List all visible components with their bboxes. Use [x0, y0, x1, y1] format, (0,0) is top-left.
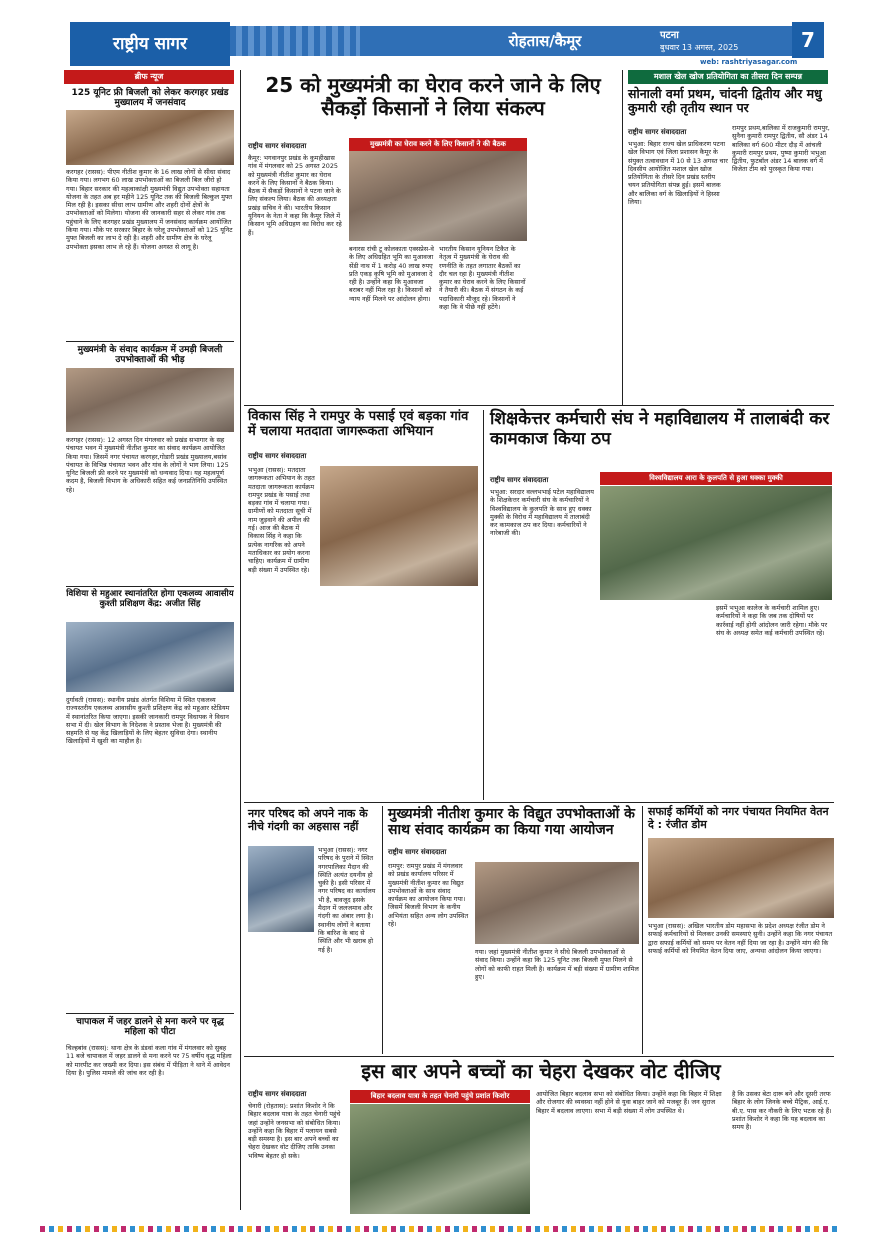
- brief-2-photo: [66, 368, 234, 432]
- voter-headline: विकास सिंह ने रामपुर के पसाई एवं बड़का गांव में चलाया मतदाता जागरूकता अभियान: [248, 409, 469, 439]
- masthead: [0, 0, 877, 66]
- salary-photo: [648, 838, 834, 918]
- union-headline: शिक्षकेत्तर कर्मचारी संघ ने महाविद्यालय में तालाबंदी कर कामकाज किया ठप: [490, 409, 830, 449]
- bottom-byline: राष्ट्रीय सागर संवाददाता: [248, 1090, 307, 1098]
- sport-text-2: रामपुर प्रथम,बालिका में राजकुमारी रामपुर, सुनैना कुमारी रामपुर द्वितीय, सौ अंडर 14 बालिका वर्ग 600 मीटर दौड़ में आंचली कुमारी रामपुर प्रथम, पुष्पा कुमारी भभुआ द्वितीय, फुटबॉल अंडर 14 बालक वर्ग में विजेता टीम को पुरस्कृत किया गया।: [732, 124, 830, 174]
- brief-3-photo: [66, 622, 234, 692]
- nitish-text-2: गया। जहां मुख्यमंत्री नीतीश कुमार ने सीधे बिजली उपभोक्ताओं से संवाद किया। उन्होंने कहा कि 125 यूनिट तक बिजली मुफ्त मिलने से लोगों को काफी राहत मिली है। कार्यक्रम में बड़ी संख्या में ग्रामीण शामिल हुए।: [475, 948, 639, 981]
- divider: [66, 1013, 234, 1014]
- brief-4-headline: चापाकल में जहर डालने से मना करने पर वृद्ध महिला को पीटा: [76, 1017, 224, 1038]
- footer-dots: [40, 1226, 840, 1232]
- drain-headline: नगर परिषद को अपने नाक के नीचे गंदगी का अहसास नहीं: [248, 807, 368, 833]
- lead-photo-caption: मुख्यमंत्री का घेराव करने के लिए किसानों ने की बैठक: [349, 138, 527, 151]
- sport-tag: मशाल खेल खोज प्रतियोगिता का तीसरा दिन सम्पन्न: [628, 70, 828, 84]
- section-divider: [244, 405, 834, 406]
- nitish-photo: [475, 862, 639, 944]
- brief-news-tag: ब्रीफ न्यूज: [64, 70, 234, 84]
- salary-text: भभुआ (रासस): अखिल भारतीय डोम महासभा के प्रदेश अध्यक्ष रंजीत डोम ने सफाई कर्मचारियों से मिलकर उनकी समस्याएं सुनी। उन्होंने कहा कि नगर पंचायत द्वारा सफाई कर्मियों को समय पर वेतन नहीं दिया जा रहा है। उन्होंने मांग की कि सफाई कर्मियों को नियमित वेतन दिया जाए, अन्यथा आंदोलन किया जाएगा।: [648, 922, 833, 955]
- website-link[interactable]: web: rashtriyasagar.com: [700, 58, 798, 66]
- divider: [66, 586, 234, 587]
- sport-headline: सोनाली वर्मा प्रथम, चांदनी द्वितीय और मधु कुमारी रही तृतीय स्थान पर: [628, 86, 822, 116]
- union-byline: राष्ट्रीय सागर संवाददाता: [490, 476, 549, 484]
- lead-byline: राष्ट्रीय सागर संवाददाता: [248, 142, 307, 150]
- column-divider: [382, 806, 383, 1054]
- lead-text-3: भारतीय किसान यूनियन टिकैत के नेतृत्व में मुख्यमंत्री के घेराव की रणनीति के तहत लगातार बैठकों का दौर चल रहा है। मुख्यमंत्री नीतीश कुमार का घेराव करने के लिए किसानों ने तैयारी की। बैठक में संगठन के कई पदाधिकारी मौजूद रहे। किसानों ने कहा कि वे पीछे नहीं हटेंगे।: [439, 245, 526, 312]
- footer-ornament: [0, 1218, 877, 1241]
- lead-text-1: कैमूर: भगवानपुर प्रखंड के कुमहीखास गांव में मंगलवार को 25 अगस्त 2025 को मुख्यमंत्री नीतीश कुमार का घेराव करने के लिए किसानों ने बैठक किया। बैठक में सैकड़ों किसानों ने पटना जाने के लिए संकल्प लिया। बैठक की अध्यक्षता प्रखंड़ सचिव ने की। भारतीय किसान यूनियन के नेता ने कहा कि कैमूर जिले में किसान भूमि अधिग्रहण का विरोध कर रहे हैं।: [248, 154, 342, 237]
- brief-1-photo: [66, 110, 234, 165]
- bottom-text-2: आयोजित बिहार बदलाव सभा को संबोधित किया। उन्होंने कहा कि बिहार में शिक्षा और रोजगार की व्यवस्था नहीं होने से युवा बाहर जाने को मजबूर हैं। जन सुराज बिहार में बदलाव लाएगा। सभा में बड़ी संख्या में लोग उपस्थित थे।: [536, 1090, 722, 1115]
- drain-photo: [248, 846, 314, 932]
- column-divider: [622, 70, 623, 405]
- voter-text: भभुआ (रासस): मतदाता जागरूकता अभियान के तहत मतदाता जागरूकता कार्यक्रम रामपुर प्रखंड के पसाई तथा बड़का गांव में चलाया गया। ग्रामीणों को मतदाता सूची में नाम जुड़वाने की अपील की गई। आज की बैठक में विकास सिंह ने कहा कि प्रत्येक नागरिक को अपने मताधिकार का प्रयोग करना चाहिए। कार्यक्रम में ग्रामीण बड़ी संख्या में उपस्थित रहे।: [248, 466, 315, 574]
- edition-date: बुधवार 13 अगस्त, 2025: [660, 43, 739, 52]
- masthead-pattern: [230, 26, 360, 56]
- column-divider: [240, 70, 241, 1210]
- bottom-photo-caption: बिहार बदलाव यात्रा के तहत चेनारी पहुंचे प्रशांत किशोर: [350, 1090, 530, 1103]
- divider: [66, 341, 234, 342]
- bottom-text-3: है कि उसका बेटा दारू बने और दूसरी तरफ बिहार के लोग जिनके बच्चे मैट्रिक, आई.ए. बी.ए. पास कर नौकरी के लिए भटक रहे हैं। प्रशांत किशोर ने कहा कि यह बदलाव का समय है।: [732, 1090, 832, 1132]
- lead-text-2: बनारस रांची टू कोलकाता एक्सप्रेस-वे के लिए अधिग्रहित भूमि का मुआवजा सेंडी नाथ में 1 करोड़ 40 लाख रुपए प्रति एकड़ कृषि भूमि को मुआवजा दे रही है। उन्होंने कहा कि मुआवजा बराबर नहीं मिल रहा है। किसानों को न्याय नहीं मिलने पर आंदोलन होगा।: [349, 245, 434, 303]
- lead-headline: 25 को मुख्यमंत्री का घेराव करने जाने के लिए सैकड़ों किसानों ने लिया संकल्प: [265, 73, 601, 120]
- union-photo: [600, 486, 832, 600]
- sport-text-1: भभुआ: बिहार राज्य खेल प्राधिकरण पटना खेल विभाग एवं जिला प्रशासन कैमूर के संयुक्त तत्वावधान में 10 से 13 अगस्त चार दिवसीय आयोजित मशाल खेल खोज प्रतियोगिता के तीसरे दिन प्रखंड स्तरीय चयन प्रतियोगिता संपन्न हुई। इसमें बालक और बालिका वर्ग के खिलाड़ियों ने हिस्सा लिया।: [628, 140, 728, 207]
- voter-photo: [320, 466, 478, 586]
- sport-byline: राष्ट्रीय सागर संवाददाता: [628, 128, 687, 136]
- brief-1-headline: 125 यूनिट फ्री बिजली को लेकर करगहर प्रखंड मुख्यालय में जनसंवाद: [71, 88, 229, 109]
- voter-byline: राष्ट्रीय सागर संवाददाता: [248, 452, 307, 460]
- drain-text: भभुआ (रासस): नगर परिषद के पुराने में स्थित नगरपालिका मैदान की स्थिति अत्यंत दयनीय हो चुकी है। इसी परिसर में नगर परिषद का कार्यालय भी है, बावजूद इसके मैदान में जलजमाव और गंदगी का अंबार लगा है। स्थानीय लोगों ने बताया कि बारिश के बाद से स्थिति और भी खराब हो गई है।: [318, 846, 376, 954]
- edition-city: पटना: [660, 30, 679, 41]
- column-divider: [642, 806, 643, 1054]
- nitish-byline: राष्ट्रीय सागर संवाददाता: [388, 848, 447, 856]
- column-divider: [483, 410, 484, 800]
- union-photo-caption: विश्वविद्यालय आरा के कुलपति से हुआ धक्का मुक्की: [600, 472, 832, 485]
- bottom-headline: इस बार अपने बच्चों का चेहरा देखकर वोट दीजिए: [361, 1059, 721, 1083]
- bottom-text-1: चेनारी (रोहतास): प्रशांत किशोर ने कि बिहार बदलाव यात्रा के तहत चेनारी पहुंचे जहां उन्होंने जनसभा को संबोधित किया। उन्होंने कहा कि बिहार में पलायन सबसे बड़ी समस्या है। इस बार अपने बच्चों का चेहरा देखकर वोट दीजिए ताकि उनका भविष्य बेहतर हो सके।: [248, 1102, 341, 1160]
- newspaper-logo: राष्ट्रीय सागर: [70, 22, 230, 66]
- nitish-headline: मुख्यमंत्री नीतीश कुमार के विद्युत उपभोक्ताओं के साथ संवाद कार्यक्रम का किया गया आयोजन: [388, 806, 635, 839]
- bottom-photo: [350, 1104, 530, 1214]
- brief-1-text: करगहर (रासस): पीएम नीतीश कुमार के 16 लाख लोगों से सीधा संवाद किया गया। लगभग 60 लाख उपभोक्ताओं का बिजली बिल जीरो हो गया। बिहार सरकार की महत्वाकांक्षी मुख्यमंत्री विद्युत उपभोक्ता सहायता योजना के तहत अब हर महीने 125 यूनिट तक की बिजली बिल्कुल मुफ्त मिल रही है। इसका सीधा लाभ ग्रामीण और शहरी दोनों क्षेत्रों के उपभोक्ताओं को मिलेगा। योजना की जानकारी सहर से लेकर गांव तक पहुंचाने के लिए करगहर प्रखंड मुख्यालय में जनसंवाद कार्यक्रम आयोजित किया गया। मौके पर सरकार बिहार के घरेलू उपभोक्ताओं को 125 यूनिट मुफ्त बिजली का लाभ दे रही है। शहरी और ग्रामीण क्षेत्र के घरेलू उपभोक्ता इसका लाभ ले रहे हैं। योजना अगस्त से लागू है।: [66, 168, 233, 251]
- page-number: 7: [792, 22, 824, 58]
- union-text-2: इसमें भभुआ कालेज के कर्मचारी शामिल हुए। कर्मचारियों ने कहा कि जब तक दोषियों पर कार्रवाई नहीं होगी आंदोलन जारी रहेगा। मौके पर संघ के अध्यक्ष समेत कई कर्मचारी उपस्थित रहे।: [716, 604, 828, 637]
- section-title: रोहतास/कैमूर: [508, 32, 582, 50]
- nitish-text-1: रामपुर: रामपुर प्रखंड में मंगलवार को प्रखंड कार्यालय परिसर में मुख्यमंत्री नीतीश कुमार का विद्युत उपभोक्ताओं के साथ संवाद कार्यक्रम का आयोजन किया गया। जिसमें बिजली विभाग के कनीय अभियंता सहित अन्य लोग उपस्थित रहे।: [388, 862, 469, 929]
- brief-2-text: करगहर (रासस): 12 अगस्त दिन मंगलवार को प्रखंड सभागार के सह पंचायत भवन में मुख्यमंत्री नीतीश कुमार का संवाद कार्यक्रम आयोजित किया गया। जिसमें नगर पंचायत करगहर,गोडारी प्रखंड मुख्यालय,बसांव पंचायत के विभिन्न पंचायत भवन और गांव के लोगों ने भाग लिया। 125 यूनिट बिजली फ्री करने पर मुख्यमंत्री को धन्यवाद दिया। यह महत्वपूर्ण कदम है, बिजली विभाग के अधिकारी सहित कई जनप्रतिनिधि उपस्थित रहे।: [66, 436, 229, 494]
- brief-4-text: चिल्हबांव (रासस): थाना क्षेत्र के डंडवां कला गांव में मंगलवार को सुबह 11 बजे चापाकल में जहर डालने से मना करने पर 75 वर्षीय वृद्ध महिला को मारपीट कर जख्मी कर दिया। इस संबंध में पीड़िता ने थाने में आवेदन दिया है। पुलिस मामले की जांच कर रही है।: [66, 1044, 232, 1077]
- brief-3-headline: विशिया से महुआर स्थानांतरित होगा एकलव्य आवासीय कुश्ती प्रशिक्षण केंद्र: अजीत सिंह: [66, 589, 234, 609]
- brief-2-headline: मुख्यमंत्री के संवाद कार्यक्रम में उमड़ी बिजली उपभोक्ताओं की भीड़: [77, 345, 223, 366]
- section-divider: [244, 1056, 834, 1057]
- brief-3-text: दुर्गावती (रासस): स्थानीय प्रखंड अंतर्गत विशिया में स्थित एकलव्य राज्यस्तरीय एकलव्य आवासीय कुश्ती प्रशिक्षण केंद्र को महुआर स्टेडियम में स्थानांतरित किया जाएगा। इसकी जानकारी रामपुर विधायक ने विधान सभा में दी। खेल विभाग के निदेशक ने प्रस्ताव भेजा है। मुख्यमंत्री की सहमति से यह केंद्र खिलाड़ियों के लिए बेहतर सुविधा देगा। स्थानीय खिलाड़ियों में खुशी का माहौल है।: [66, 696, 230, 746]
- section-divider: [244, 802, 834, 803]
- salary-headline: सफाई कर्मियों को नगर पंचायत नियमित वेतन दे : रंजीत डोम: [648, 805, 829, 831]
- lead-photo: [349, 151, 527, 241]
- union-text-1: भभुआ: सरदार वल्लभभाई पटेल महाविद्यालय के शिक्षकेत्तर कर्मचारी संघ के कर्मचारियों ने विश्वविद्यालय के कुलपति के साथ हुए धक्का मुक्की के विरोध में महाविद्यालय में तालाबंदी कर कामकाज ठप कर दिया। कर्मचारियों ने नारेबाजी की।: [490, 488, 594, 538]
